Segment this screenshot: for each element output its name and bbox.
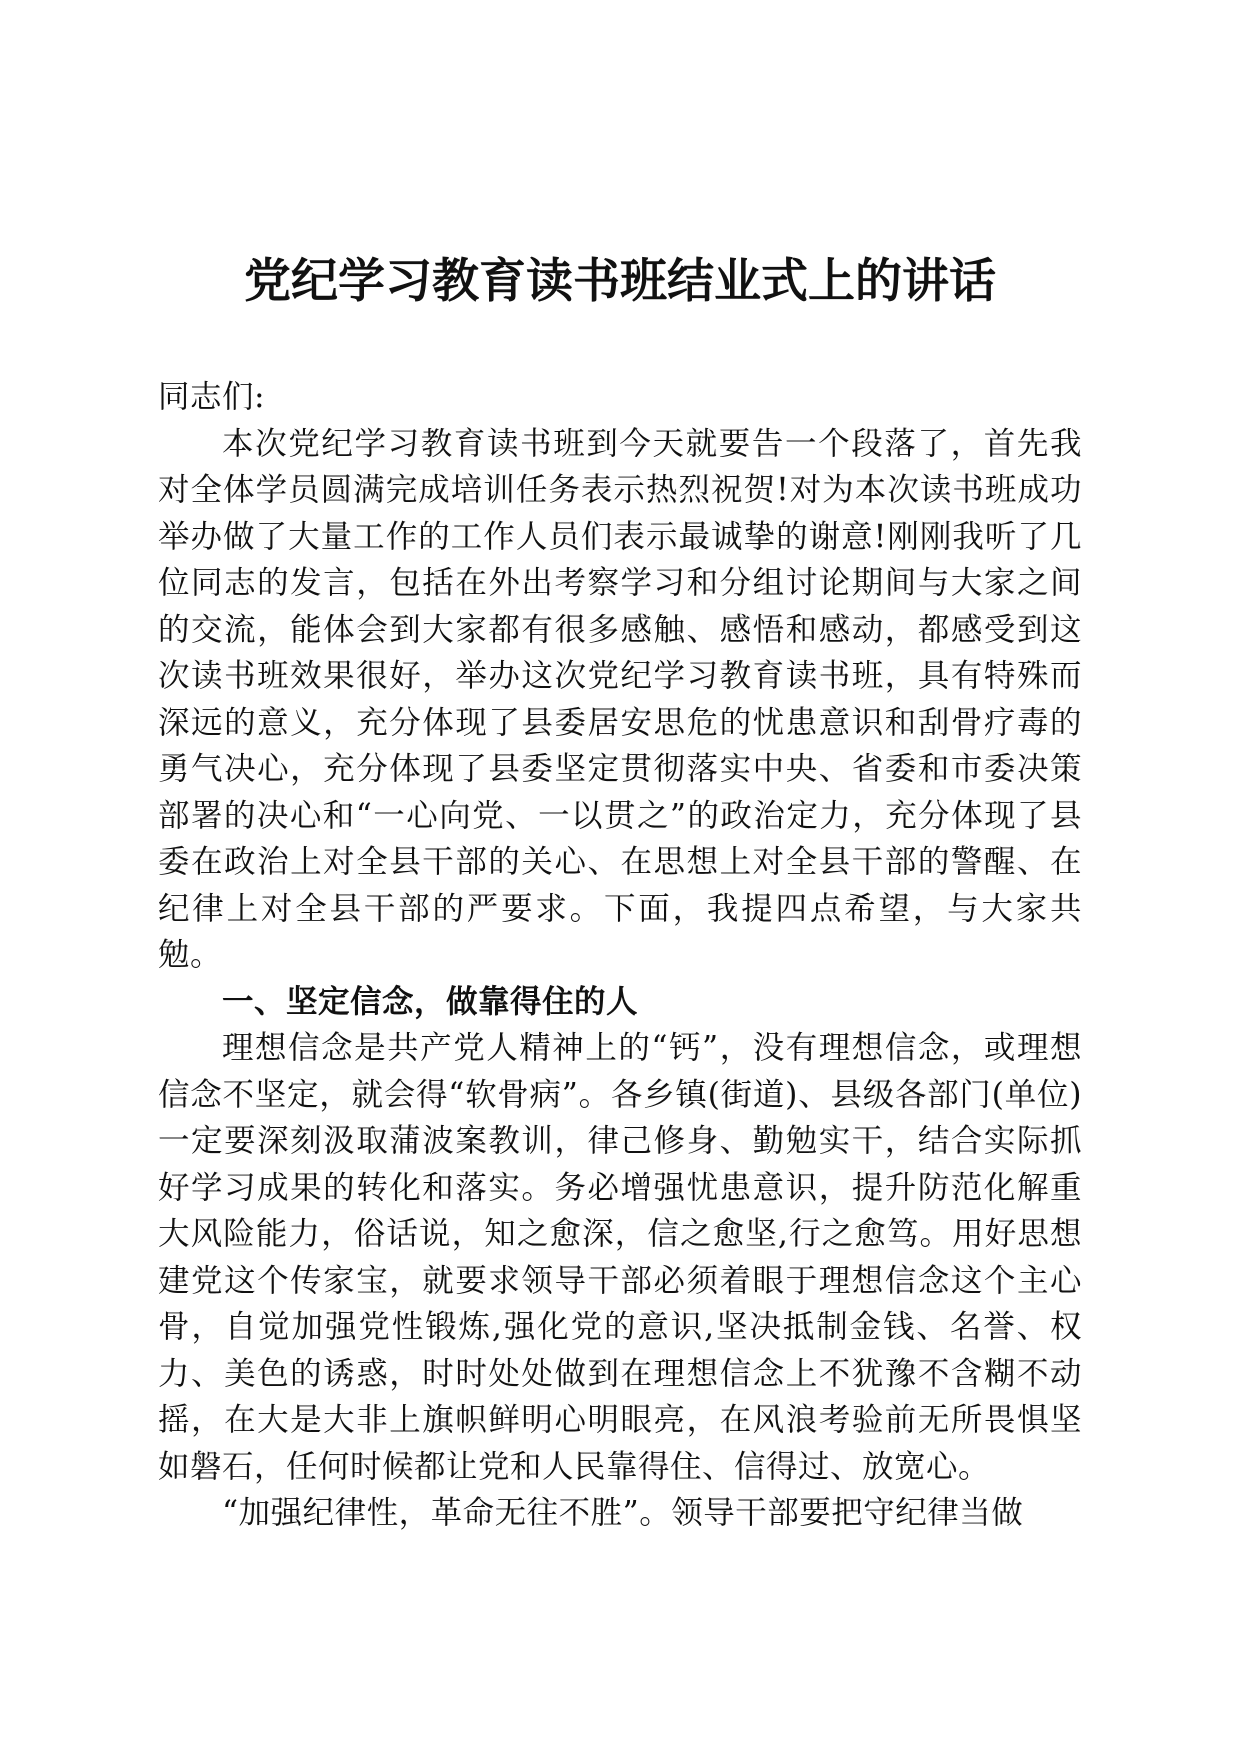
paragraph-discipline: “加强纪律性，革命无往不胜”。领导干部要把守纪律当做 [222,1495,1024,1531]
document-body [158,374,1082,1537]
salutation: 同志们: [158,379,266,415]
paragraph-intro: 本次党纪学习教育读书班到今天就要告一个段落了，首先我对全体学员圆满完成培训任务表示热烈祝贺!对为本次读书班成功举办做了大量工作的工作人员们表示最诚挚的谢意!刚刚我听了几位同志的发言，包括在外出考察学习和分组讨论期间与大家之间的交流，能体会到大家都有很多感触、感悟和感动，都感受到这次读书班效果很好，举办这次党纪学习教育读书班，具有特殊而深远的意义，充分体现了县委居安思危的忧患意识和刮骨疗毒的勇气决心，充分体现了县委坚定贯彻落实中央、省委和市委决策部署的决心和“一心向党、一以贯之”的政治定力，充分体现了县委在政治上对全县干部的关心、在思想上对全县干部的警醒、在纪律上对全县干部的严要求。下面，我提四点希望，与大家共勉。 [158,425,1082,973]
document-title: 党纪学习教育读书班结业式上的讲话 [244,254,996,309]
section-heading-1: 一、坚定信念，做靠得住的人 [222,983,639,1020]
paragraph-ideals: 理想信念是共产党人精神上的“钙”，没有理想信念，或理想信念不坚定，就会得“软骨病”。各乡镇(街道)、县级各部门(单位)一定要深刻汲取蒲波案教训，律己修身、勤勉实干，结合实际抓好学习成果的转化和落实。务必增强忧患意识，提升防范化解重大风险能力，俗话说，知之愈深，信之愈坚,行之愈笃。用好思想建党这个传家宝，就要求领导干部必须着眼于理想信念这个主心骨，自觉加强党性锻炼,强化党的意识,坚决抵制金钱、名誉、权力、美色的诱惑，时时处处做到在理想信念上不犹豫不含糊不动摇，在大是大非上旗帜鲜明心明眼亮，在风浪考验前无所畏惧坚如磐石，任何时候都让党和人民靠得住、信得过、放宽心。 [158,1030,1082,1485]
